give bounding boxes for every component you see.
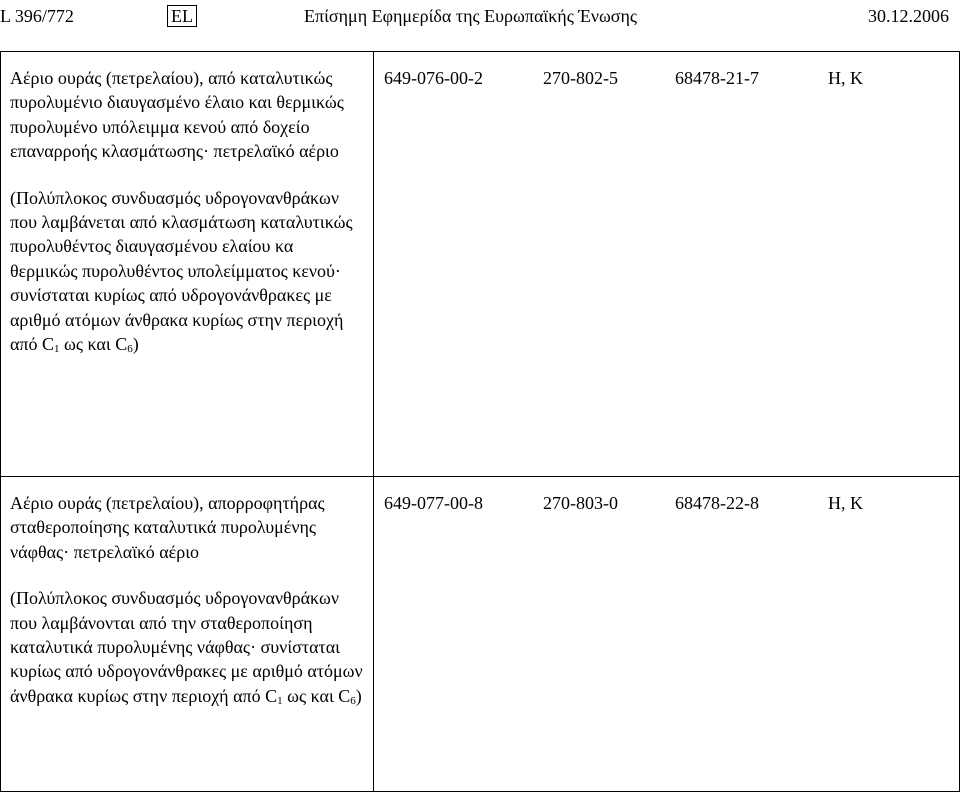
journal-title: Επίσημη Εφημερίδα της Ευρωπαϊκής Ένωσης [304, 6, 638, 26]
identifiers-cell [374, 52, 960, 477]
substance-definition: (Πολύπλοκος συνδυασμός υδρογονανθράκων που λαμβάνεται από κλασμάτωση καταλυτικώς πυρολυθέντος διαυγασμένου ελαίου κα θερμικώς πυρολυθέντος υπολείμματος κενού· συνίσταται κυρίως από υδρογονάνθρακες με αριθμό ατόμων άνθρακα κυρίως στην περιοχή από $C_1$ ως και $C_6$) [10, 187, 353, 356]
page-reference: L 396/772 [0, 6, 74, 26]
table-row [1, 477, 960, 792]
ec-number: 270-802-5 [543, 68, 618, 88]
substance-name: Αέριο ουράς (πετρελαίου), απορροφητήρας σταθεροποίησης καταλυτικά πυρολυμένης νάφθας· πετρελαϊκό αέριο [10, 493, 325, 562]
substance-definition: (Πολύπλοκος συνδυασμός υδρογονανθράκων που λαμβάνονται από την σταθεροποίηση καταλυτικά πυρολυμένης νάφθας· συνίσταται κυρίως από υδρογονάνθρακες με αριθμό ατόμων άνθρακα κυρίως στην περιοχή από $C_1$ ως και $C_6$) [10, 588, 363, 707]
notes: H, K [828, 493, 863, 513]
publication-date: 30.12.2006 [868, 6, 949, 26]
table-row [1, 52, 960, 477]
ec-number: 270-803-0 [543, 493, 618, 513]
index-number: 649-077-00-8 [384, 493, 483, 513]
substance-table [0, 51, 960, 792]
cas-number: 68478-22-8 [675, 493, 759, 513]
substance-name: Αέριο ουράς (πετρελαίου), από καταλυτικώς πυρολυμένιο διαυγασμένο έλαιο και θερμικώς πυρολυμένο υπόλειμμα κενού από δοχείο επαναρροής κλασμάτωσης· πετρελαϊκό αέριο [10, 68, 344, 162]
notes: H, K [828, 68, 863, 88]
identifiers-cell [374, 477, 960, 792]
index-number: 649-076-00-2 [384, 68, 483, 88]
cas-number: 68478-21-7 [675, 68, 759, 88]
page-header [0, 4, 960, 28]
language-code: EL [167, 5, 197, 27]
substance-description [1, 52, 374, 477]
substance-description [1, 477, 374, 792]
